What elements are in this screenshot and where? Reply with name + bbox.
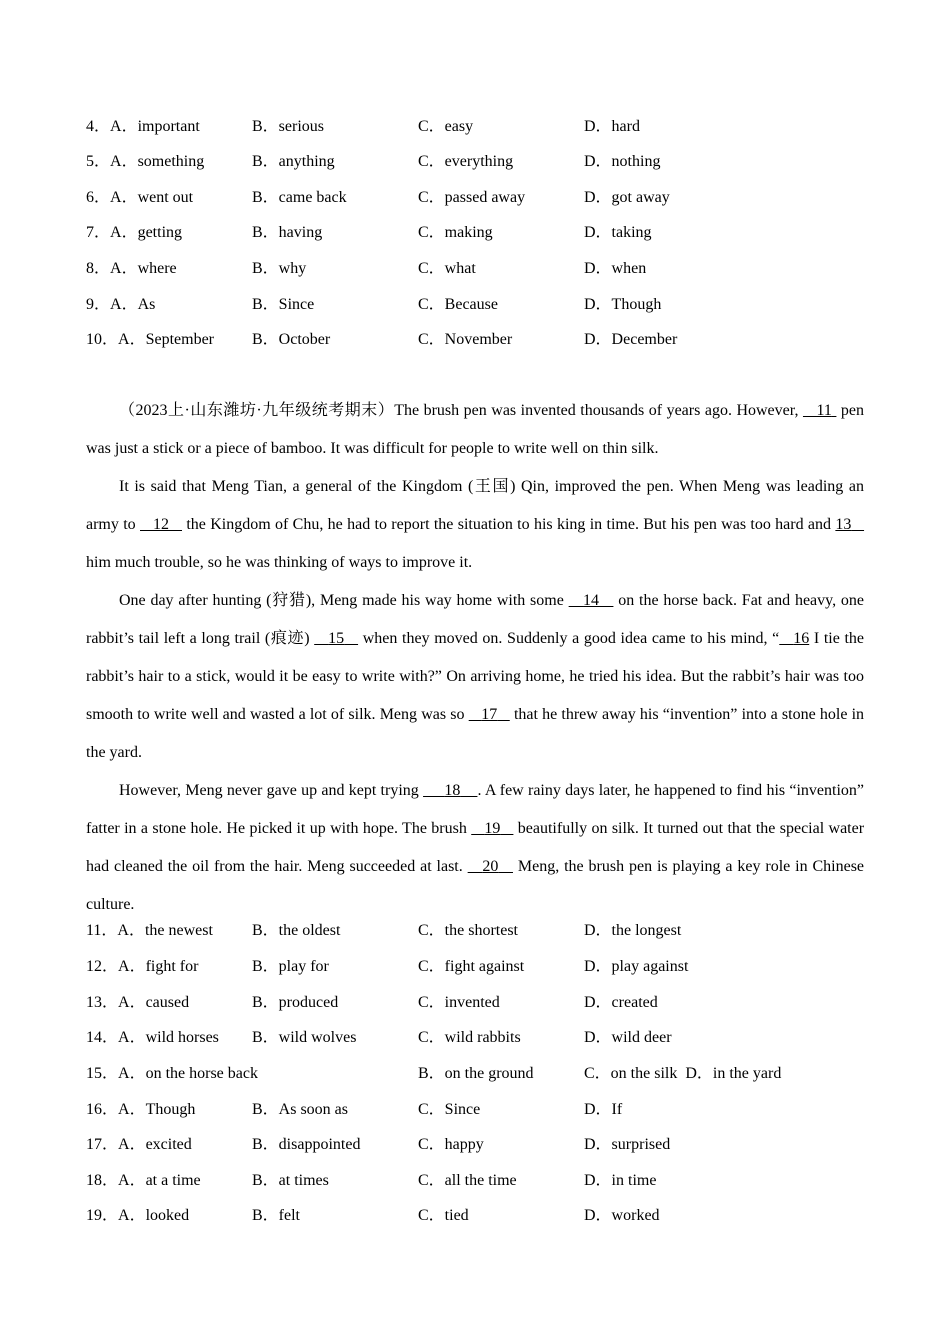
question-num-and-option-a: 4．A．important	[86, 118, 200, 135]
option-c: C．fight against	[418, 958, 525, 975]
question-num-and-option-a: 6．A．went out	[86, 189, 194, 206]
option-d: D．when	[584, 260, 647, 277]
option-b: B．wild wolves	[252, 1029, 357, 1046]
question-num-and-option-a: 15．A．on the horse back	[86, 1065, 258, 1082]
question-row-5	[86, 150, 876, 174]
option-d: D．If	[584, 1101, 623, 1118]
option-b: B．the oldest	[252, 922, 341, 939]
option-b: B．produced	[252, 994, 339, 1011]
option-b: B．serious	[252, 118, 325, 135]
question-row-8	[86, 257, 876, 281]
question-row-12	[86, 955, 876, 979]
question-row-4	[86, 115, 876, 139]
option-d: D．surprised	[584, 1136, 671, 1153]
question-num-and-option-a: 11．A．the newest	[86, 922, 213, 939]
blank-17: 17	[481, 706, 498, 723]
question-num-and-option-a: 18．A．at a time	[86, 1172, 201, 1189]
option-b: B．felt	[252, 1207, 300, 1224]
option-d: D．December	[584, 331, 678, 348]
question-row-9	[86, 293, 876, 317]
option-d: D．hard	[584, 118, 640, 135]
question-row-10	[86, 328, 876, 352]
question-num-and-option-a: 7．A．getting	[86, 224, 183, 241]
option-d: D．nothing	[584, 153, 661, 170]
option-b: B．disappointed	[252, 1136, 361, 1153]
option-d: D．play against	[584, 958, 689, 975]
option-c: C．tied	[418, 1207, 469, 1224]
option-b: B．having	[252, 224, 323, 241]
option-c-and-d: C．on the silk D．in the yard	[584, 1065, 782, 1082]
option-c: C．Because	[418, 296, 498, 313]
option-d: D．taking	[584, 224, 652, 241]
question-row-18	[86, 1169, 876, 1193]
paragraph-4: However, Meng never gave up and kept trying 18 . A few rainy days later, he happened to find his “invention” fatter in a stone hole. He picked it up with hope. The brush 19 beautifully on silk. It turned out that the special water had cleaned the oil from the hair. Meng succeeded at last. 20 Meng, the brush pen is playing a key role in Chinese culture.	[86, 782, 865, 913]
question-row-15	[86, 1062, 876, 1086]
paragraph-1: （2023上·山东潍坊·九年级统考期末）The brush pen was invented thousands of years ago. However, 11 pen was just a stick or a piece of bamboo. It was difficult for people to write well on thin silk.	[86, 402, 865, 457]
question-num-and-option-a: 17．A．excited	[86, 1136, 192, 1153]
option-b: B．on the ground	[418, 1065, 534, 1082]
question-num-and-option-a: 8．A．where	[86, 260, 177, 277]
blank-20: 20	[482, 858, 499, 875]
option-d: D．Though	[584, 296, 662, 313]
question-num-and-option-a: 9．A．As	[86, 296, 156, 313]
question-row-14	[86, 1026, 876, 1050]
option-c: C．passed away	[418, 189, 526, 206]
blank-18: 18	[444, 782, 461, 799]
option-b: B．Since	[252, 296, 315, 313]
option-d: D．worked	[584, 1207, 660, 1224]
question-num-and-option-a: 16．A．Though	[86, 1101, 196, 1118]
option-c: C．everything	[418, 153, 514, 170]
option-d: D．in time	[584, 1172, 657, 1189]
blank-12: 12	[153, 516, 169, 533]
option-d: D．the longest	[584, 922, 682, 939]
blank-16: 16	[793, 630, 810, 647]
option-c: C．November	[418, 331, 513, 348]
question-num-and-option-a: 13．A．caused	[86, 994, 190, 1011]
question-row-7	[86, 221, 876, 245]
question-row-19	[86, 1204, 876, 1228]
question-num-and-option-a: 5．A．something	[86, 153, 205, 170]
blank-13: 13	[835, 516, 852, 533]
paragraph-3: One day after hunting (狩猎), Meng made his way home with some 14 on the horse back. Fat and heavy, one rabbit’s tail left a long trail (痕迹) 15 when they moved on. Suddenly a good idea came to his mind, “ 16 I tie the rabbit’s hair to a stick, would it be easy to write with?” On arriving home, he tried his idea. But the rabbit’s hair was too smooth to write well and wasted a lot of silk. Meng was so 17 that he threw away his “invention” into a stone hole in the yard.	[86, 592, 865, 761]
question-row-6	[86, 186, 876, 210]
option-b: B．play for	[252, 958, 329, 975]
question-num-and-option-a: 14．A．wild horses	[86, 1029, 219, 1046]
option-c: C．invented	[418, 994, 500, 1011]
blank-19: 19	[484, 820, 501, 837]
option-c: C．easy	[418, 118, 474, 135]
question-row-16	[86, 1098, 876, 1122]
question-num-and-option-a: 10．A．September	[86, 331, 214, 348]
option-b: B．October	[252, 331, 331, 348]
option-c: C．making	[418, 224, 493, 241]
option-d: D．created	[584, 994, 658, 1011]
option-c: C．Since	[418, 1101, 481, 1118]
reading-passage	[86, 392, 864, 924]
question-row-17	[86, 1133, 876, 1157]
option-c: C．what	[418, 260, 476, 277]
question-row-11	[86, 919, 876, 943]
option-c: C．all the time	[418, 1172, 517, 1189]
blank-14: 14	[583, 592, 600, 609]
question-num-and-option-a: 12．A．fight for	[86, 958, 199, 975]
option-b: B．anything	[252, 153, 335, 170]
option-b: B．came back	[252, 189, 347, 206]
option-b: B．why	[252, 260, 307, 277]
option-c: C．the shortest	[418, 922, 518, 939]
source-label: （2023上·山东潍坊·九年级统考期末）	[119, 402, 395, 419]
question-row-13	[86, 991, 876, 1015]
option-d: D．wild deer	[584, 1029, 672, 1046]
option-c: C．happy	[418, 1136, 484, 1153]
option-b: B．at times	[252, 1172, 329, 1189]
blank-11: 11	[816, 402, 832, 419]
question-num-and-option-a: 19．A．looked	[86, 1207, 190, 1224]
option-b: B．As soon as	[252, 1101, 349, 1118]
option-d: D．got away	[584, 189, 670, 206]
paragraph-2: It is said that Meng Tian, a general of the Kingdom (王国) Qin, improved the pen. When Meng was leading an army to 12 the Kingdom of Chu, he had to report the situation to his king in time. But his pen was too hard and 13 him much trouble, so he was thinking of ways to improve it.	[86, 478, 864, 571]
option-c: C．wild rabbits	[418, 1029, 521, 1046]
blank-15: 15	[328, 630, 345, 647]
